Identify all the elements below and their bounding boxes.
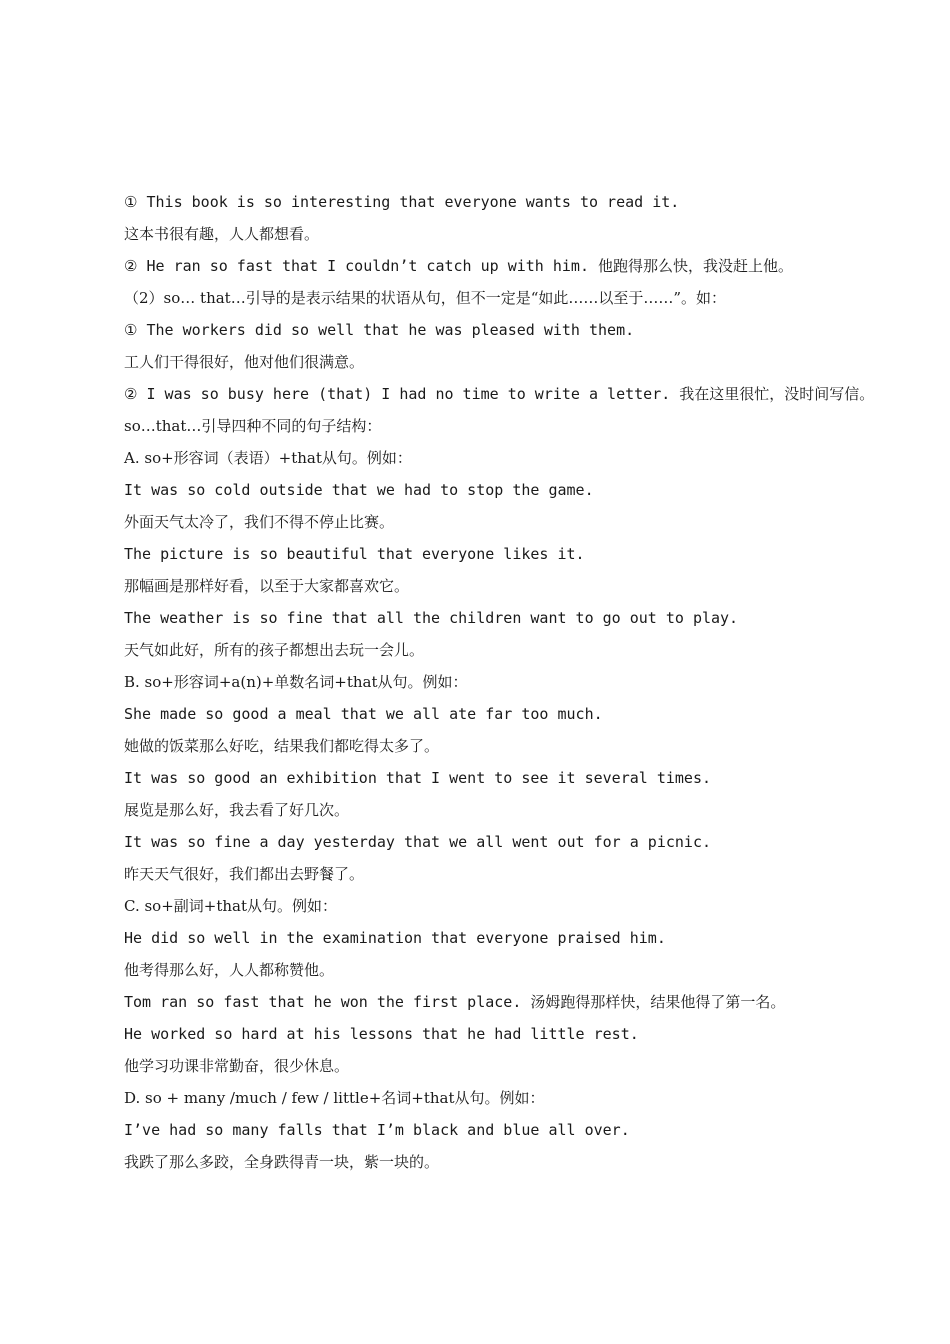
translation: 他考得那么好，人人都称赞他。 (124, 961, 335, 979)
document-body (124, 186, 924, 1178)
section-heading: so…that…引导四种不同的句子结构： (124, 417, 382, 435)
example-sentence: It was so good an exhibition that I went to see it several times. (124, 769, 711, 787)
example-sentence: It was so fine a day yesterday that we all went out for a picnic. (124, 833, 711, 851)
translation: 天气如此好，所有的孩子都想出去玩一会儿。 (124, 641, 425, 659)
translation: 展览是那么好，我去看了好几次。 (124, 801, 350, 819)
example-sentence: Tom ran so fast that he won the first place. 汤姆跑得那样快，结果他得了第一名。 (124, 993, 786, 1011)
structure-heading: A. so+形容词（表语）+that从句。例如： (124, 449, 412, 467)
example-sentence: He worked so hard at his lessons that he had little rest. (124, 1025, 639, 1043)
structure-heading: B. so+形容词+a(n)+单数名词+that从句。例如： (124, 673, 468, 691)
example-sentence: She made so good a meal that we all ate far too much. (124, 705, 603, 723)
example-sentence: It was so cold outside that we had to stop the game. (124, 481, 594, 499)
translation: 她做的饭菜那么好吃，结果我们都吃得太多了。 (124, 737, 440, 755)
section-heading: （2）so… that…引导的是表示结果的状语从句，但不一定是“如此……以至于……”。如： (124, 289, 727, 307)
translation: 我跌了那么多跤，全身跌得青一块，紫一块的。 (124, 1153, 440, 1171)
translation: 他学习功课非常勤奋，很少休息。 (124, 1057, 350, 1075)
example-sentence: He did so well in the examination that everyone praised him. (124, 929, 666, 947)
translation: 这本书很有趣，人人都想看。 (124, 225, 320, 243)
example-sentence: ② I was so busy here (that) I had no time to write a letter. 我在这里很忙，没时间写信。 (124, 385, 875, 403)
structure-heading: C. so+副词+that从句。例如： (124, 897, 338, 915)
translation: 工人们干得很好，他对他们很满意。 (124, 353, 365, 371)
translation: 那幅画是那样好看，以至于大家都喜欢它。 (124, 577, 410, 595)
translation: 昨天天气很好，我们都出去野餐了。 (124, 865, 365, 883)
example-sentence: The picture is so beautiful that everyone likes it. (124, 545, 585, 563)
example-sentence: ① The workers did so well that he was pleased with them. (124, 321, 635, 339)
example-sentence: ① This book is so interesting that everyone wants to read it. (124, 193, 680, 211)
translation: 外面天气太冷了，我们不得不停止比赛。 (124, 513, 395, 531)
example-sentence: I’ve had so many falls that I’m black and blue all over. (124, 1121, 630, 1139)
example-sentence: The weather is so fine that all the children want to go out to play. (124, 609, 739, 627)
example-sentence: ② He ran so fast that I couldn’t catch up with him. 他跑得那么快，我没赶上他。 (124, 257, 794, 275)
structure-heading: D. so + many /much / few / little+名词+that从句。例如： (124, 1089, 545, 1107)
